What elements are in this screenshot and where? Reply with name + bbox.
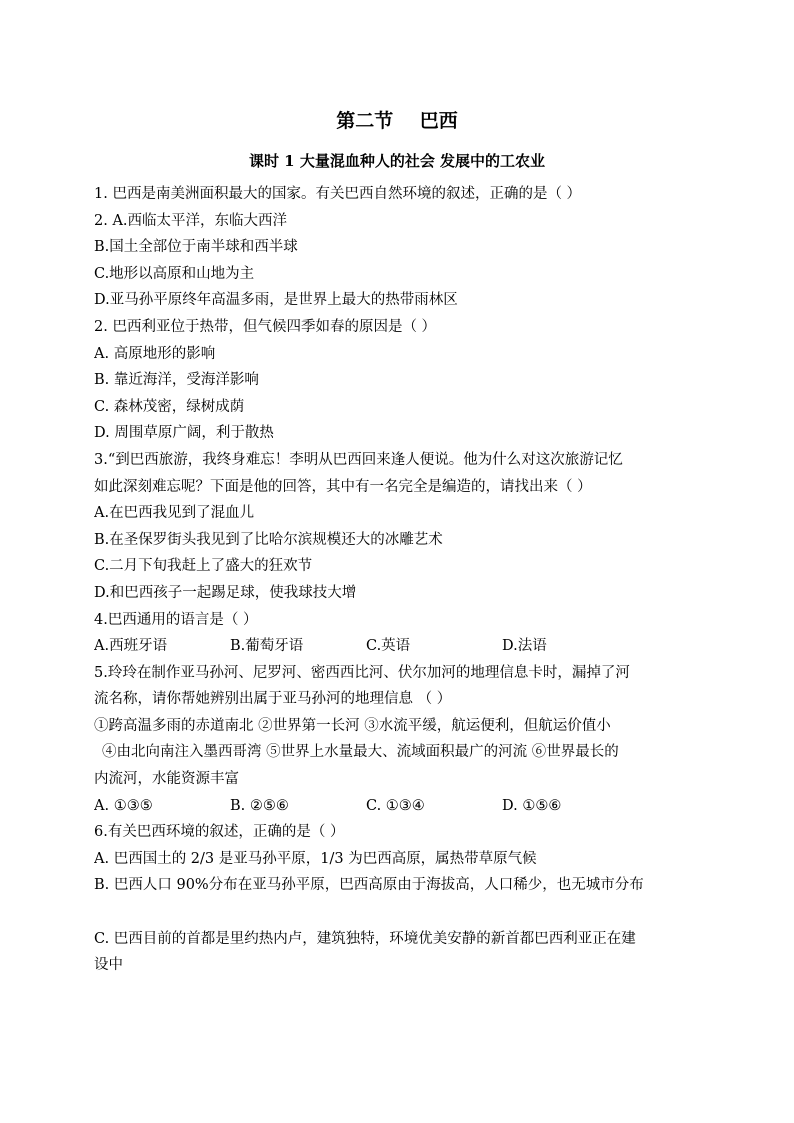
question-5-option-d: D. ①⑤⑥: [502, 797, 562, 814]
question-4-option-a: A.西班牙语: [94, 638, 168, 655]
question-1-option-c: C.地形以高原和山地为主: [94, 265, 255, 282]
question-4-options: [94, 633, 700, 660]
question-4-option-b: B.葡萄牙语: [230, 638, 304, 655]
question-6-option-c-line-2: 设中: [94, 957, 123, 974]
question-1: 1. 巴西是南美洲面积最大的国家。有关巴西自然环境的叙述，正确的是（ ）: [94, 186, 582, 202]
question-3-option-b: B.在圣保罗街头我见到了比哈尔滨规模还大的冰雕艺术: [94, 531, 443, 548]
question-6-option-b: B. 巴西人口 90%分布在亚马孙平原，巴西高原由于海拔高，人口稀少，也无城市分布: [94, 877, 644, 894]
question-6: 6.有关巴西环境的叙述，正确的是（ ）: [94, 824, 345, 841]
question-5-option-b: B. ②⑤⑥: [230, 797, 289, 814]
question-6-option-a: A. 巴西国土的 2/3 是亚马孙平原，1/3 为巴西高原，属热带草原气候: [94, 850, 537, 867]
question-3-line-1: 3.“到巴西旅游，我终身难忘！李明从巴西回来逢人便说。他为什么对这次旅游记忆: [94, 451, 623, 468]
question-1-option-b: B.国土全部位于南半球和西半球: [94, 239, 298, 256]
question-4-option-c: C.英语: [366, 638, 411, 655]
question-2-option-c: C. 森林茂密，绿树成荫: [94, 398, 245, 415]
page-title: 第二节 巴西: [336, 110, 458, 132]
question-2-option-b: B. 靠近海洋，受海洋影响: [94, 372, 259, 389]
question-2: 2. 巴西利亚位于热带，但气候四季如春的原因是（ ）: [94, 318, 437, 335]
question-5-line-4: ④由北向南注入墨西哥湾 ⑤世界上水量最大、流域面积最广的河流 ⑥世界最长的: [102, 744, 619, 761]
question-5-option-a: A. ①③⑤: [94, 797, 153, 814]
question-3-option-c: C.二月下旬我赶上了盛大的狂欢节: [94, 558, 313, 575]
question-5-line-5: 内流河，水能资源丰富: [94, 771, 239, 788]
question-5-line-2: 流名称，请你帮她辨别出属于亚马孙河的地理信息 （ ）: [94, 691, 452, 708]
question-2-option-a: A. 高原地形的影响: [94, 345, 216, 362]
question-5-line-1: 5.玲玲在制作亚马孙河、尼罗河、密西西比河、伏尔加河的地理信息卡时，漏掉了河: [94, 664, 630, 681]
question-5-options: [94, 793, 700, 820]
question-3-line-2: 如此深刻难忘呢？下面是他的回答，其中有一名完全是编造的，请找出来（ ）: [94, 478, 592, 495]
question-1-option-d: D.亚马孙平原终年高温多雨，是世界上最大的热带雨林区: [94, 292, 458, 309]
question-5-option-c: C. ①③④: [366, 797, 425, 814]
question-2-option-d: D. 周围草原广阔，利于散热: [94, 425, 274, 442]
question-4: 4.巴西通用的语言是（ ）: [94, 611, 258, 628]
question-list: [94, 181, 700, 979]
question-1-option-a: 2. A.西临太平洋，东临大西洋: [94, 212, 288, 229]
question-3-option-a: A.在巴西我见到了混血儿: [94, 505, 255, 522]
blank-line: [94, 899, 700, 926]
question-6-option-c-line-1: C. 巴西目前的首都是里约热内卢，建筑独特，环境优美安静的新首都巴西利亚正在建: [94, 930, 636, 947]
page-subtitle: 课时 1 大量混血种人的社会 发展中的工农业: [248, 152, 546, 170]
question-3-option-d: D.和巴西孩子一起踢足球，使我球技大增: [94, 584, 357, 601]
question-5-line-3: ①跨高温多雨的赤道南北 ②世界第一长河 ③水流平缓，航运便利，但航运价值小: [94, 717, 611, 734]
question-4-option-d: D.法语: [502, 638, 547, 655]
